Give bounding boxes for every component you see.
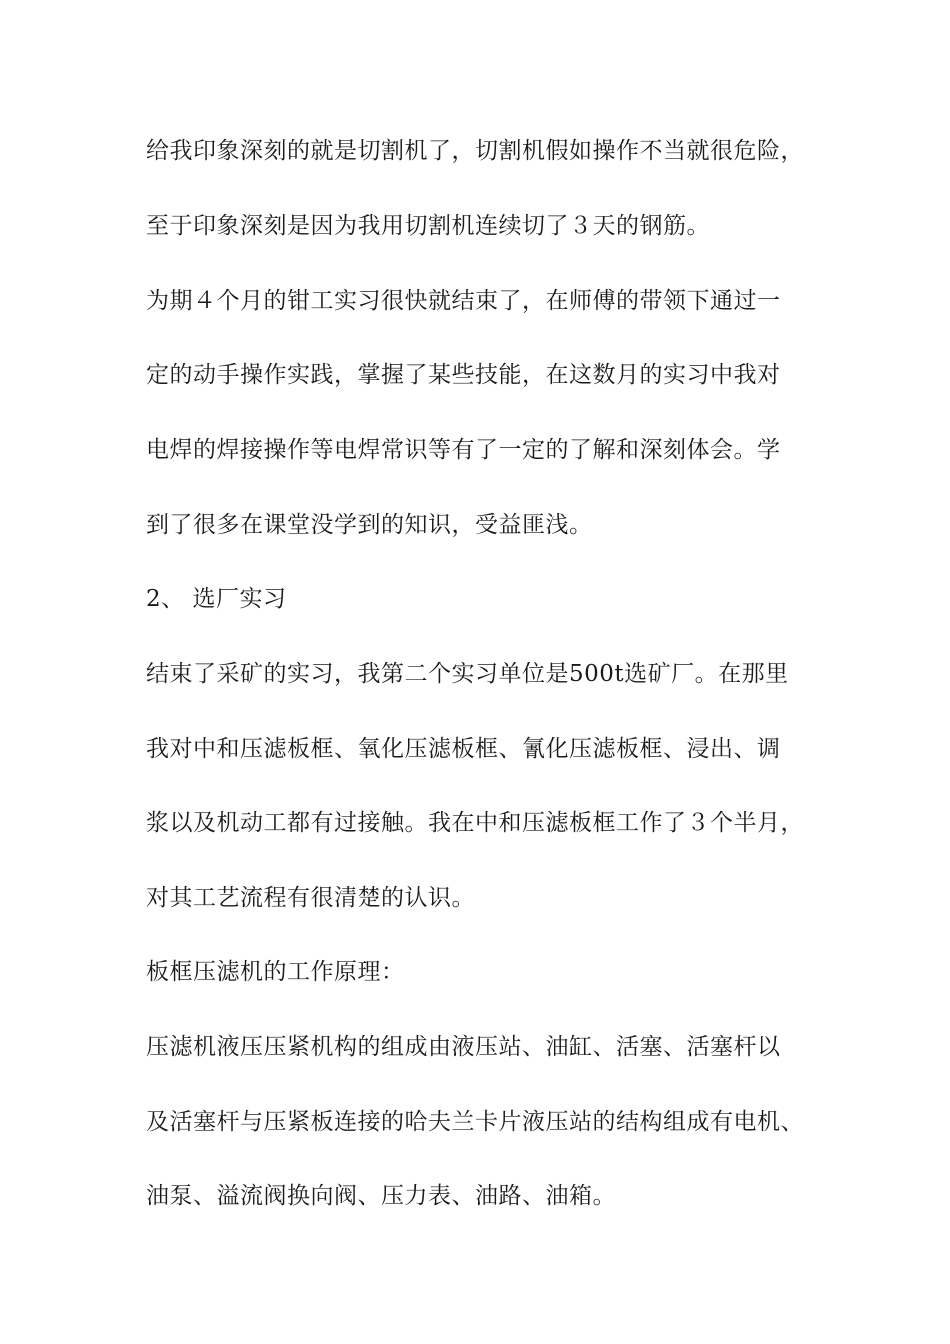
paragraph-line: 定的动手操作实践，掌握了某些技能，在这数月的实习中我对 bbox=[146, 362, 781, 388]
paragraph-line: 为期４个月的钳工实习很快就结束了，在师傅的带领下通过一 bbox=[146, 288, 781, 314]
paragraph-line: 对其工艺流程有很清楚的认识。 bbox=[146, 885, 475, 911]
paragraph-line: 电焊的焊接操作等电焊常识等有了一定的了解和深刻体会。学 bbox=[146, 437, 781, 463]
section-heading: 2、 选厂实习 bbox=[146, 586, 287, 612]
paragraph-line: 到了很多在课堂没学到的知识，受益匪浅。 bbox=[146, 512, 593, 538]
paragraph-line: 给我印象深刻的就是切割机了，切割机假如操作不当就很危险， bbox=[146, 138, 804, 164]
paragraph-line: 板框压滤机的工作原理： bbox=[146, 959, 405, 985]
paragraph-line: 及活塞杆与压紧板连接的哈夫兰卡片液压站的结构组成有电机、 bbox=[146, 1109, 804, 1135]
paragraph-line: 浆以及机动工都有过接触。我在中和压滤板框工作了３个半月， bbox=[146, 810, 804, 836]
paragraph-line: 油泵、溢流阀换向阀、压力表、油路、油箱。 bbox=[146, 1183, 616, 1209]
paragraph-line: 至于印象深刻是因为我用切割机连续切了３天的钢筋。 bbox=[146, 213, 710, 239]
paragraph-line: 我对中和压滤板框、氧化压滤板框、氰化压滤板框、浸出、调 bbox=[146, 736, 781, 762]
paragraph-line: 结束了采矿的实习，我第二个实习单位是500t选矿厂。在那里 bbox=[146, 661, 789, 687]
paragraph-line: 压滤机液压压紧机构的组成由液压站、油缸、活塞、活塞杆以 bbox=[146, 1034, 781, 1060]
